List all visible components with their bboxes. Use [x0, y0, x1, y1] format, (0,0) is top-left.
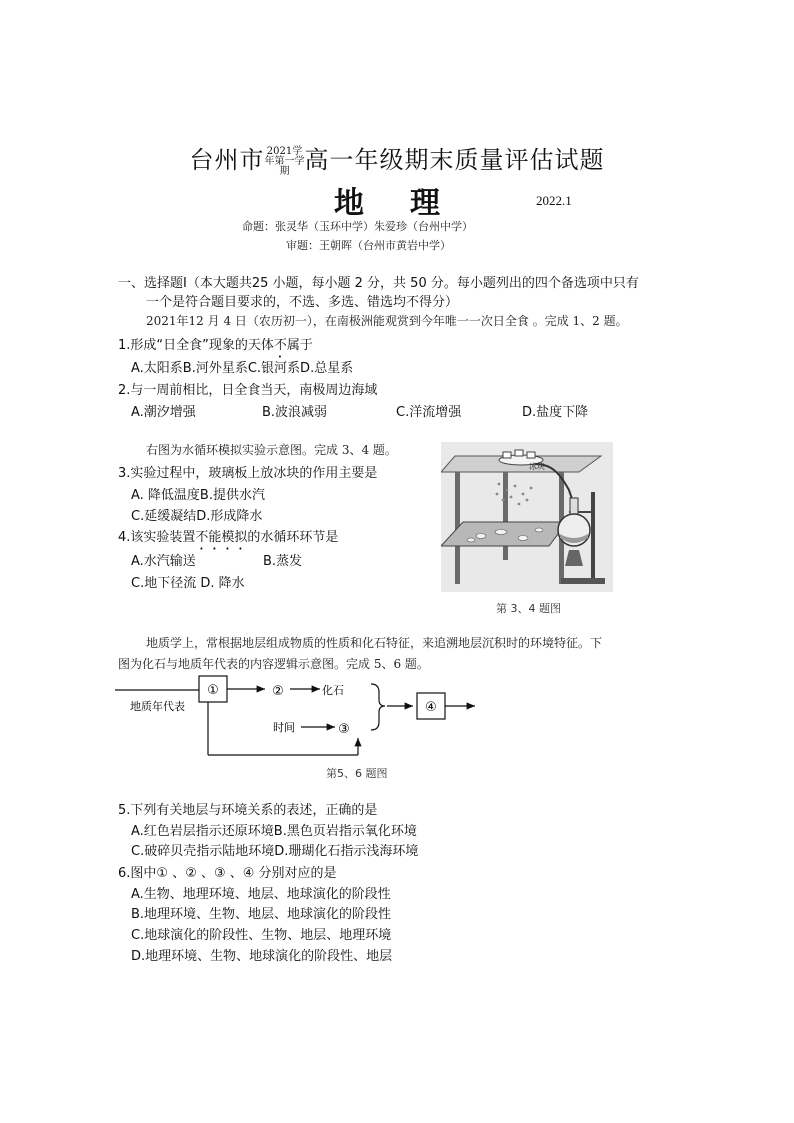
figure-3-4-caption: 第 3、4 题图 — [496, 602, 561, 615]
subject-heading: 地理 — [334, 186, 486, 221]
node-4-label: ④ — [425, 700, 437, 715]
question-5-options-ab: A.红色岩层指示还原环境B.黑色页岩指示氧化环境 — [131, 824, 417, 839]
ice-cube-2 — [515, 450, 523, 456]
question-5-options-cd: C.破碎贝壳指示陆地环境D.珊瑚化石指示浅海环境 — [131, 844, 419, 859]
node-3-label: ③ — [338, 722, 350, 737]
question-6-option-c: C.地球演化的阶段性、生物、地层、地理环境 — [131, 928, 392, 943]
question-4-option-b: B.蒸发 — [263, 554, 303, 569]
question-5-stem: 5.下列有关地层与环境关系的表述，正确的是 — [118, 803, 378, 818]
water-cycle-experiment-figure — [441, 442, 613, 615]
q1-emphasis-word: 不 — [273, 338, 287, 353]
question-3-stem: 3.实验过程中，玻璃板上放冰块的作用主要是 — [118, 466, 378, 481]
stand-base — [561, 578, 605, 584]
exam-date: 2022.1 — [536, 193, 572, 208]
exam-title — [0, 140, 794, 177]
question-3-options-cd: C.延缓凝结D.形成降水 — [131, 509, 263, 524]
table-leg-back — [503, 472, 508, 560]
ice-label: 冰块 — [529, 462, 545, 471]
section-heading-line1: 一、选择题Ⅰ（本大题共25 小题，每小题 2 分，共 50 分。每小题列出的四个备选项中只有 — [118, 276, 639, 291]
figure-5-6-caption: 第5、6 题图 — [326, 767, 388, 780]
title-suffix: 高一年级期末质量评估试题 — [304, 146, 605, 174]
question-2-option-b: B.波浪减弱 — [262, 405, 328, 420]
q1-stem-part-b: 属于 — [286, 338, 313, 353]
question-2-option-a: A.潮汐增强 — [131, 405, 196, 420]
geo-table-label: 地质年代表 — [130, 700, 185, 713]
q4-stem-part-a: 4.该实验装置 — [118, 530, 196, 545]
fossil-logic-diagram — [115, 668, 485, 783]
ice-cube-1 — [503, 452, 511, 458]
node-1-label: ① — [207, 683, 219, 698]
intro-q3-4: 右图为水循环模拟实验示意图。完成 3、4 题。 — [146, 443, 397, 457]
question-4-options-cd: C.地下径流 D. 降水 — [131, 576, 245, 591]
title-school-year: 2021学年第一学期 — [264, 145, 305, 177]
node-2-label: ② — [272, 684, 284, 699]
fossil-label: 化石 — [322, 684, 344, 697]
intro-q5-6-line2: 图为化石与地质年代表的内容逻辑示意图。完成 5、6 题。 — [118, 657, 429, 671]
section-heading-line2: 一个是符合题目要求的，不选、多选、错选均不得分） — [146, 295, 459, 310]
question-6-option-b: B.地理环境、生物、地层、地球演化的阶段性 — [131, 907, 392, 922]
question-6-option-d: D.地理环境、生物、地球演化的阶段性、地层 — [131, 949, 393, 964]
flask-neck — [570, 498, 578, 514]
setters-line: 命题：张灵华（玉环中学）朱爱珍（台州中学） — [242, 220, 473, 233]
title-prefix: 台州市 — [189, 146, 265, 174]
question-1-options: A.太阳系B.河外星系C.银河系D.总星系 — [131, 361, 354, 376]
grouping-brace — [371, 684, 385, 730]
question-2-option-c: C.洋流增强 — [396, 405, 462, 420]
time-label: 时间 — [273, 721, 295, 734]
question-4-stem — [118, 526, 338, 553]
question-4-option-a: A.水汽输送 — [131, 554, 196, 569]
stand-rod — [591, 492, 595, 582]
question-3-options-ab: A. 降低温度B.提供水汽 — [131, 488, 265, 503]
logic-diagram-graphic — [115, 668, 485, 783]
ice-cube-3 — [527, 452, 535, 458]
q4-stem-part-b: 的水循环环节是 — [247, 530, 339, 545]
question-2-stem: 2.与一周前相比，日全食当天，南极周边海域 — [118, 383, 378, 398]
q4-emphasis-words: 不能模拟 — [195, 530, 248, 545]
q1-stem-part-a: 1.形成“日全食”现象的天体 — [118, 338, 274, 353]
intro-q5-6-line1: 地质学上，常根据地层组成物质的性质和化石特征，来追溯地层沉积时的环境特征。下 — [146, 636, 603, 650]
question-6-stem: 6.图中① 、② 、③ 、④ 分别对应的是 — [118, 866, 337, 881]
question-6-option-a: A.生物、地理环境、地层、地球演化的阶段性 — [131, 887, 391, 902]
question-2-option-d: D.盐度下降 — [522, 405, 589, 420]
reviewer-line: 审题：王朝晖（台州市黄岩中学） — [286, 239, 451, 252]
water-cycle-apparatus-illustration — [441, 442, 613, 592]
intro-q1-2: 2021年12 月 4 日（农历初一），在南极洲能观赏到今年唯一一次日全食 。完成 1、2 题。 — [146, 314, 628, 328]
